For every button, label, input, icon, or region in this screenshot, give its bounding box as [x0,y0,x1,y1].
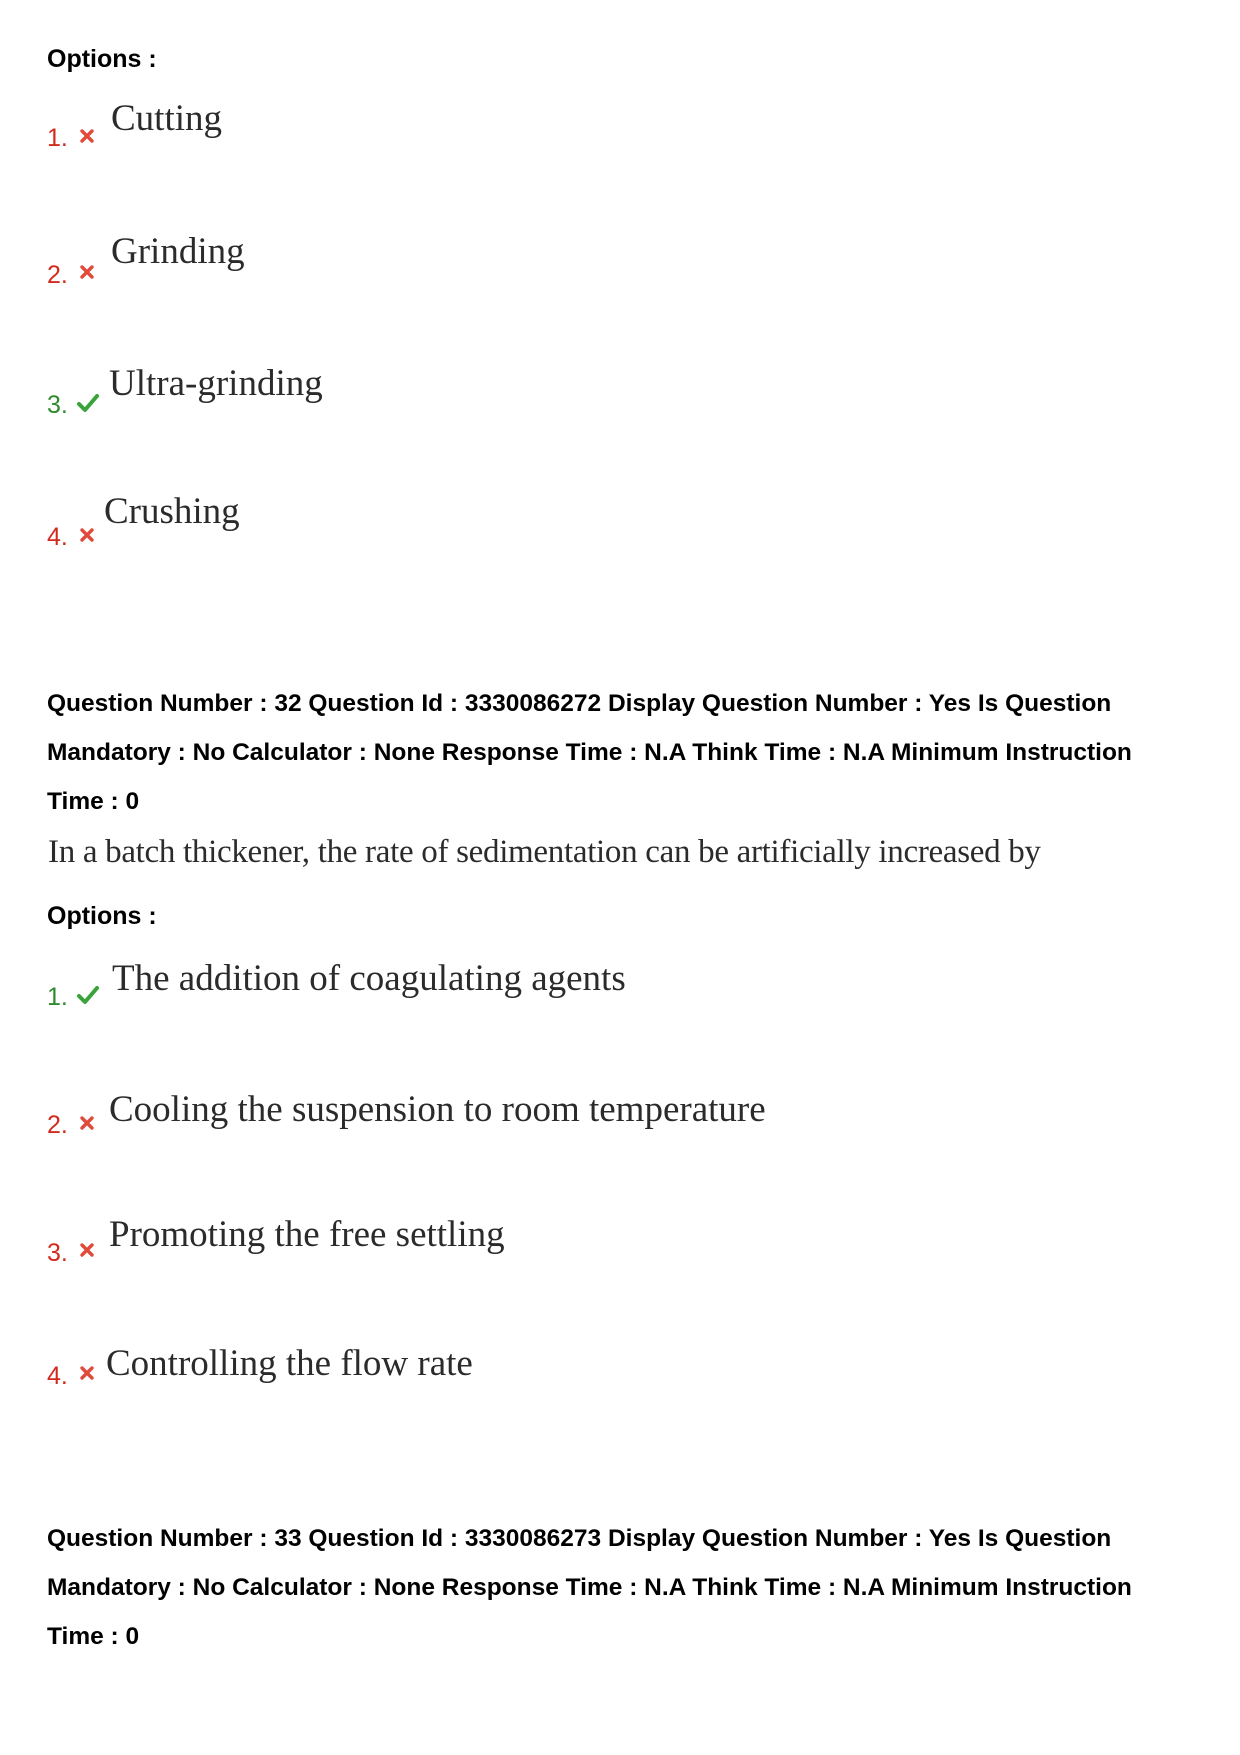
meta-line: Question Number : 33 Question Id : 3330086273 Display Question Number : Yes Is Question [47,1525,1112,1552]
option-number: 3. [47,391,68,419]
cross-icon [79,527,95,543]
option-text: Cutting [111,98,223,139]
meta-line: Question Number : 32 Question Id : 3330086272 Display Question Number : Yes Is Question [47,690,1112,717]
option-text: Crushing [104,491,240,532]
cross-icon [79,264,95,280]
check-icon [76,393,100,413]
check-icon [76,985,100,1005]
meta-line: Time : 0 [47,1623,140,1650]
meta-line: Time : 0 [47,788,140,815]
question-stem: In a batch thickener, the rate of sedimentation can be artificially increased by [48,834,1041,870]
option-text: The addition of coagulating agents [112,958,626,999]
options-heading: Options : [47,45,157,73]
option-text: Controlling the flow rate [106,1343,473,1384]
question-meta [47,679,1207,826]
option-number: 2. [47,1111,68,1139]
question-meta [47,1514,1207,1661]
option-number: 2. [47,261,68,289]
option-number: 1. [47,983,68,1011]
option-number: 4. [47,1362,68,1390]
meta-line: Mandatory : No Calculator : None Response Time : N.A Think Time : N.A Minimum Instruction [47,1574,1132,1601]
option-number: 1. [47,124,68,152]
option-text: Ultra-grinding [109,363,323,404]
options-heading: Options : [47,902,157,930]
option-text: Grinding [111,231,245,272]
option-number: 3. [47,1239,68,1267]
option-text: Cooling the suspension to room temperature [109,1089,766,1130]
cross-icon [79,1115,95,1131]
meta-line: Mandatory : No Calculator : None Response Time : N.A Think Time : N.A Minimum Instruction [47,739,1132,766]
option-text: Promoting the free settling [109,1214,505,1255]
option-number: 4. [47,523,68,551]
cross-icon [79,1242,95,1258]
cross-icon [79,128,95,144]
cross-icon [79,1365,95,1381]
